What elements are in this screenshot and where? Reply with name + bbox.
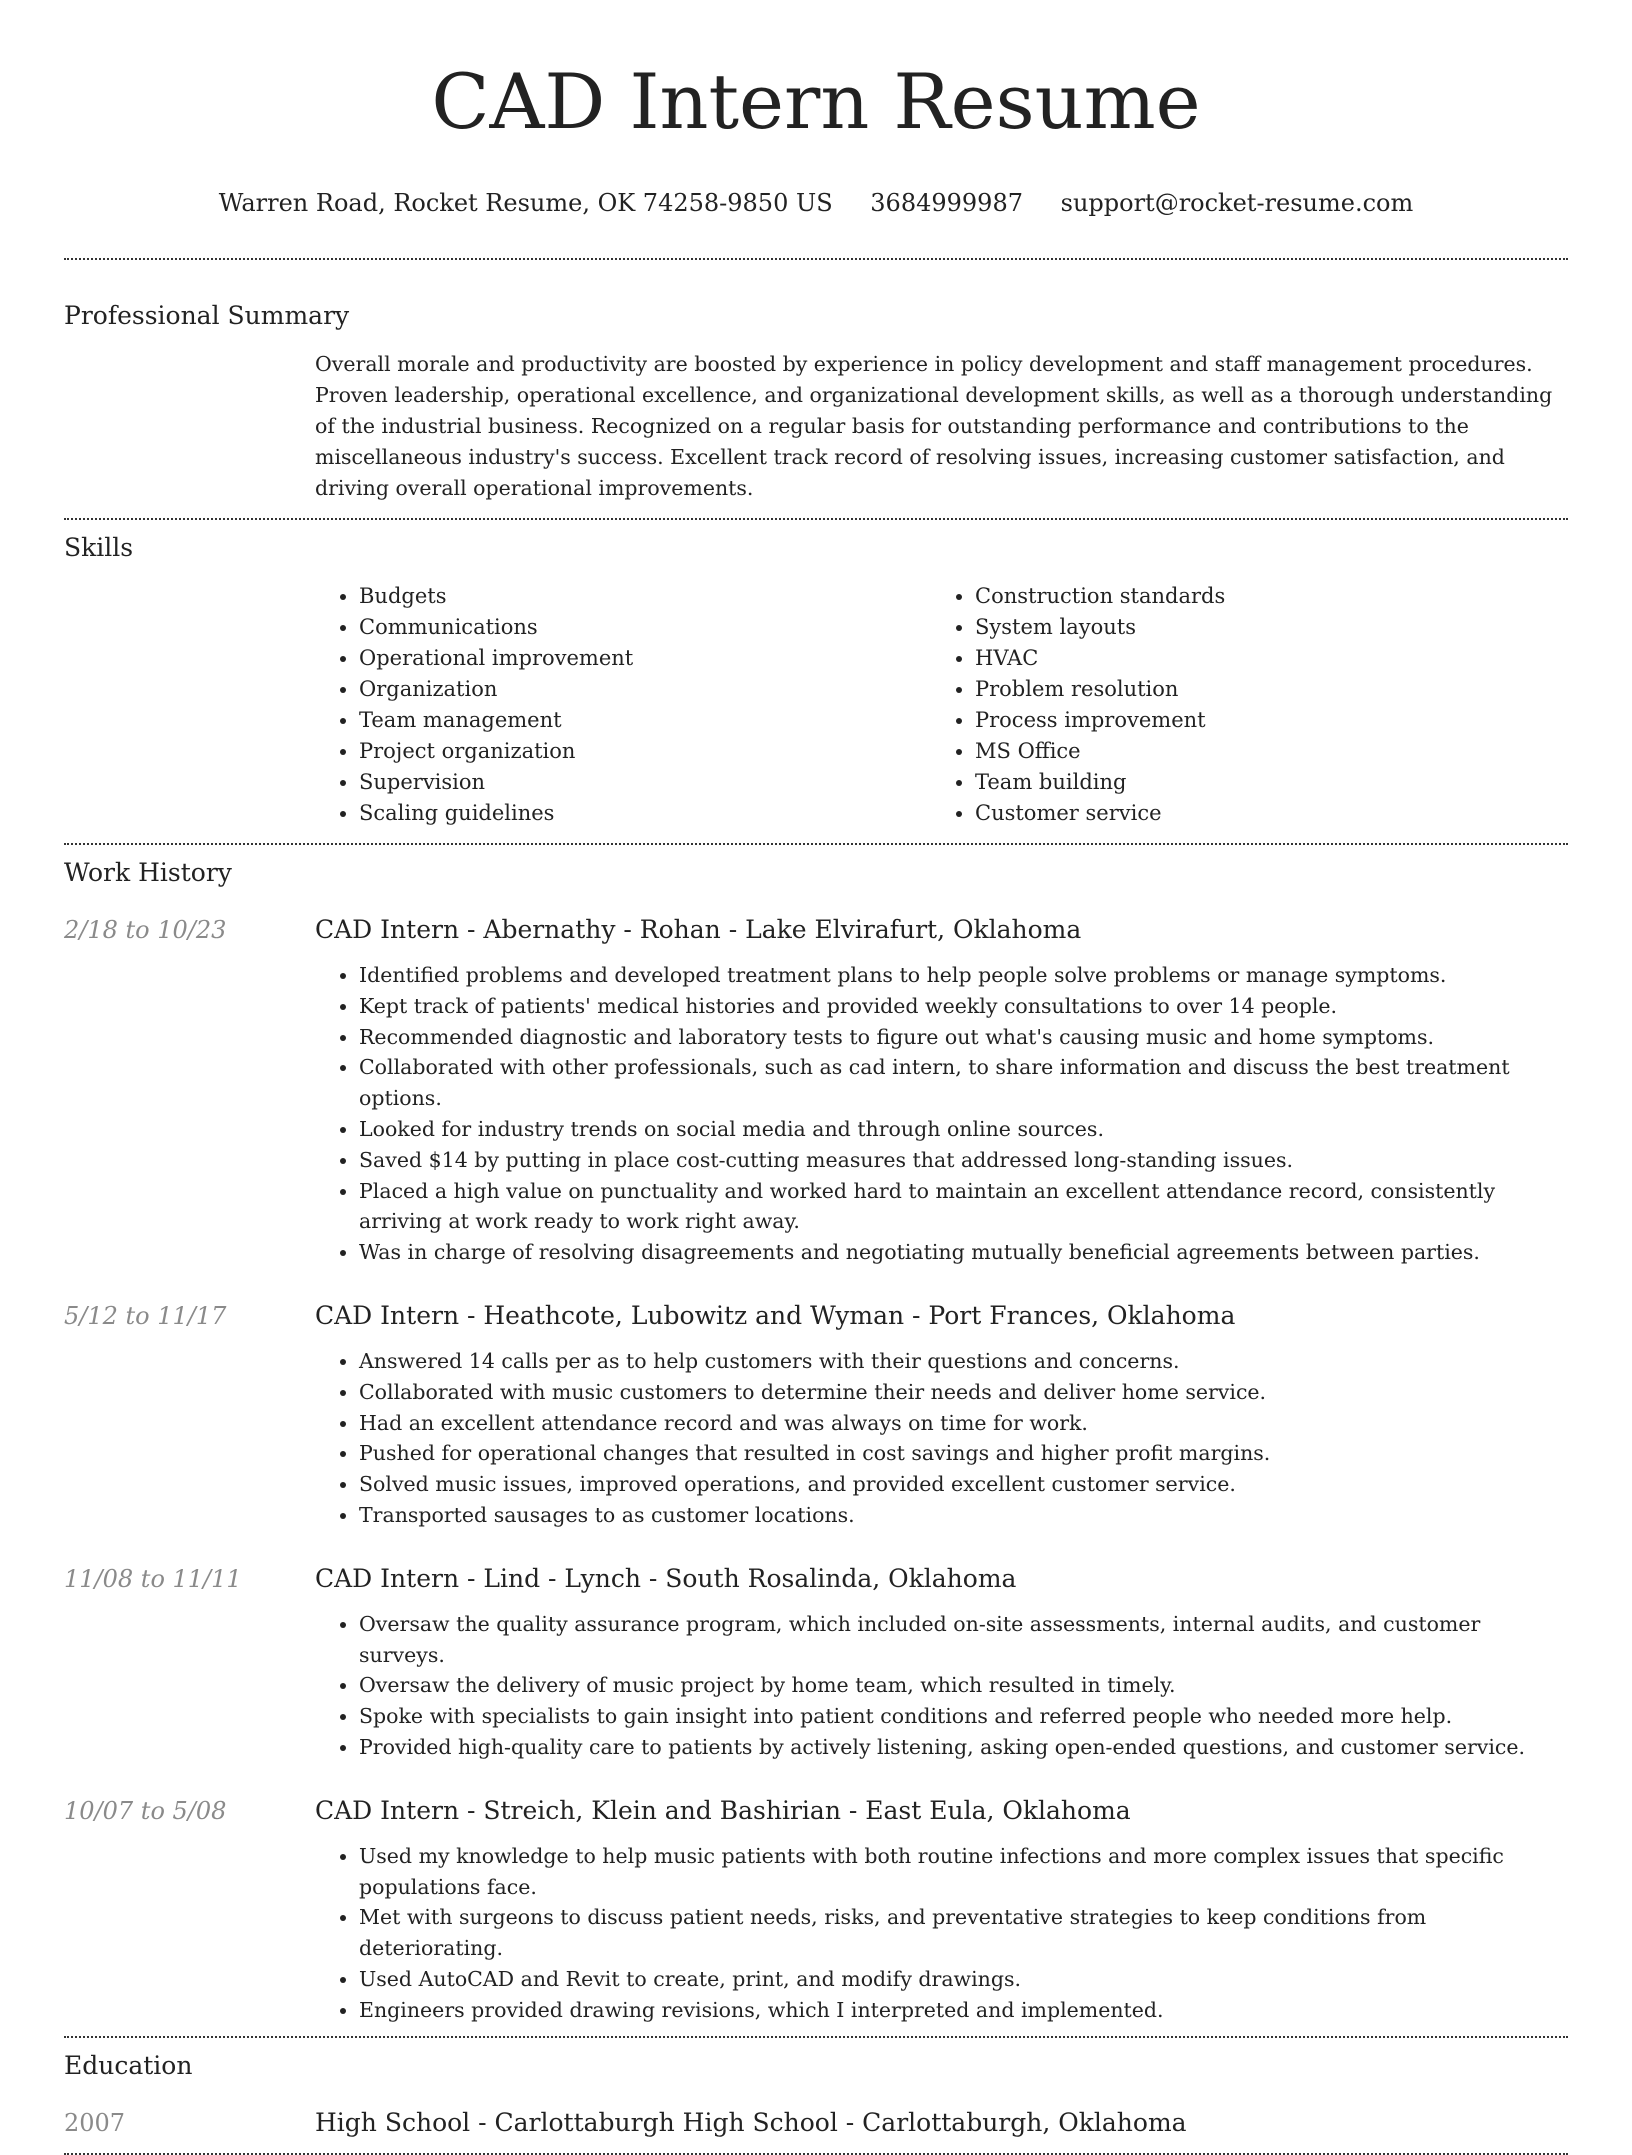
- job-bullet: • Engineers provided drawing revisions, which I interpreted and implemented.: [359, 1995, 1568, 2026]
- job-bullets: [315, 1609, 1568, 1763]
- job-title: CAD Intern - Streich, Klein and Bashirian - East Eula, Oklahoma: [315, 1795, 1131, 1825]
- job-bullet: • Oversaw the delivery of music project by home team, which resulted in timely.: [359, 1670, 1568, 1701]
- summary-section: [64, 300, 1568, 504]
- skill-item: • Project organization: [359, 736, 931, 767]
- job-bullet: • Looked for industry trends on social media and through online sources.: [359, 1114, 1568, 1145]
- job-bullets: [315, 1841, 1568, 2026]
- skill-item: • Operational improvement: [359, 643, 931, 674]
- education-heading: Education: [64, 2050, 193, 2080]
- job-bullet: • Provided high-quality care to patients by actively listening, asking open-ended questions, and customer service.: [359, 1732, 1568, 1763]
- skill-item: • Process improvement: [975, 705, 1547, 736]
- divider: [64, 2036, 1568, 2038]
- job-bullet: • Kept track of patients' medical histories and provided weekly consultations to over 14 people.: [359, 991, 1568, 1022]
- education-entry: [64, 2107, 1568, 2139]
- skill-item: • Communications: [359, 612, 931, 643]
- job-bullet: • Placed a high value on punctuality and worked hard to maintain an excellent attendance record, consistently arriving at work ready to work right away.: [359, 1176, 1568, 1238]
- skill-item: • Scaling guidelines: [359, 798, 931, 829]
- skill-item: • Customer service: [975, 798, 1547, 829]
- job-bullet: • Recommended diagnostic and laboratory tests to figure out what's causing music and home symptoms.: [359, 1022, 1568, 1053]
- skill-item: • Construction standards: [975, 581, 1547, 612]
- job-bullet: • Met with surgeons to discuss patient needs, risks, and preventative strategies to keep conditions from deteriorating.: [359, 1902, 1568, 1964]
- job-entry: [64, 1300, 1568, 1531]
- job-title: CAD Intern - Lind - Lynch - South Rosalinda, Oklahoma: [315, 1563, 1017, 1593]
- divider: [64, 843, 1568, 845]
- job-dates: 10/07 to 5/08: [64, 1796, 227, 1825]
- job-bullet: • Spoke with specialists to gain insight into patient conditions and referred people who needed more help.: [359, 1701, 1568, 1732]
- skill-item: • Team building: [975, 767, 1547, 798]
- job-title: CAD Intern - Heathcote, Lubowitz and Wyman - Port Frances, Oklahoma: [315, 1300, 1236, 1330]
- job-dates: 2/18 to 10/23: [64, 916, 227, 944]
- education-title: High School - Carlottaburgh High School - Carlottaburgh, Oklahoma: [315, 2107, 1187, 2137]
- skill-item: • Supervision: [359, 767, 931, 798]
- skills-list-left: [315, 581, 931, 829]
- job-bullet: • Solved music issues, improved operations, and provided excellent customer service.: [359, 1469, 1568, 1500]
- job-bullet: • Collaborated with other professionals, such as cad intern, to share information and discuss the best treatment options.: [359, 1052, 1568, 1114]
- skill-item: • Organization: [359, 674, 931, 705]
- job-bullet: • Identified problems and developed treatment plans to help people solve problems or manage symptoms.: [359, 960, 1568, 991]
- job-bullets: [315, 1346, 1568, 1531]
- contact-email: support@rocket-resume.com: [1060, 189, 1414, 217]
- job-bullet: • Transported sausages to as customer locations.: [359, 1500, 1568, 1531]
- work-section: [64, 857, 1568, 2026]
- job-bullet: • Oversaw the quality assurance program, which included on-site assessments, internal audits, and customer surveys.: [359, 1609, 1568, 1671]
- job-bullet: • Collaborated with music customers to determine their needs and deliver home service.: [359, 1377, 1568, 1408]
- divider: [64, 518, 1568, 520]
- skill-item: • Budgets: [359, 581, 931, 612]
- job-bullet: • Had an excellent attendance record and was always on time for work.: [359, 1408, 1568, 1439]
- work-heading: Work History: [64, 858, 232, 887]
- education-year: 2007: [64, 2108, 126, 2137]
- summary-text: Overall morale and productivity are boosted by experience in policy development and staff management procedures. Proven leadership, operational excellence, and organizational development skills, as well as a thorough understanding of the industrial business. Recognized on a regular basis for outstanding performance and contributions to the miscellaneous industry's success. Excellent track record of resolving issues, increasing customer satisfaction, and driving overall operational improvements.: [315, 352, 1553, 500]
- job-entry: [64, 1563, 1568, 1763]
- job-bullet: • Saved $14 by putting in place cost-cutting measures that addressed long-standing issues.: [359, 1145, 1568, 1176]
- job-entry: [64, 914, 1568, 1268]
- divider: [64, 258, 1568, 260]
- contact-phone: 3684999987: [870, 189, 1023, 217]
- job-title: CAD Intern - Abernathy - Rohan - Lake Elvirafurt, Oklahoma: [315, 915, 1082, 944]
- job-entry: [64, 1795, 1568, 2026]
- skill-item: • HVAC: [975, 643, 1547, 674]
- skill-item: • System layouts: [975, 612, 1547, 643]
- resume-title: CAD Intern Resume: [431, 57, 1201, 146]
- skill-item: • Team management: [359, 705, 931, 736]
- skill-item: • Problem resolution: [975, 674, 1547, 705]
- job-bullets: [315, 960, 1568, 1268]
- skills-list-right: [931, 581, 1547, 829]
- job-bullet: • Used AutoCAD and Revit to create, print, and modify drawings.: [359, 1964, 1568, 1995]
- contact-line: [64, 188, 1568, 218]
- job-bullet: • Was in charge of resolving disagreements and negotiating mutually beneficial agreements between parties.: [359, 1237, 1568, 1268]
- skill-item: • MS Office: [975, 736, 1547, 767]
- contact-address: Warren Road, Rocket Resume, OK 74258-9850 US: [218, 189, 833, 217]
- divider: [64, 2153, 1568, 2155]
- summary-heading: Professional Summary: [64, 301, 350, 330]
- job-dates: 11/08 to 11/11: [64, 1564, 242, 1593]
- job-bullet: • Answered 14 calls per as to help customers with their questions and concerns.: [359, 1346, 1568, 1377]
- job-bullet: • Used my knowledge to help music patients with both routine infections and more complex issues that specific populations face.: [359, 1841, 1568, 1903]
- job-bullet: • Pushed for operational changes that resulted in cost savings and higher profit margins.: [359, 1438, 1568, 1469]
- education-section: [64, 2050, 1568, 2139]
- skills-section: [64, 532, 1568, 829]
- job-dates: 5/12 to 11/17: [64, 1301, 227, 1330]
- skills-heading: Skills: [64, 533, 134, 562]
